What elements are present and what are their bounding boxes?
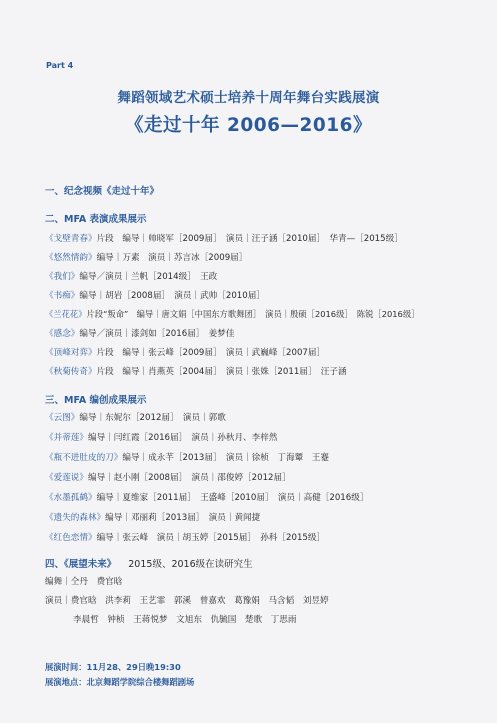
work-credits: 片段 编导｜肖燕英［2004届］ 演员｜张姝［2011届］ 汪子涵 (96, 367, 347, 377)
work-credits: 片段 编导｜张云峰［2009届］ 演员｜武巍峰［2007届］ (96, 348, 326, 358)
work-title: 《我们》 (45, 272, 80, 282)
list-item (73, 613, 296, 625)
part-label: Part 4 (46, 61, 74, 70)
work-credits: 编导／演员｜兰帆［2014级］ 王政 (79, 272, 218, 282)
work-credits: 编导｜张云峰 演员｜胡玉婷［2015届］ 孙科［2015级］ (96, 533, 326, 543)
list-item (45, 575, 122, 587)
section-heading-title: 四、《展望未来》 (45, 559, 117, 570)
work-credits: 片段“叛命” 编导｜唐文娟［中国东方歌舞团］ 演员｜殷硕［2016级］ 陈锐［2016级］ (86, 309, 420, 319)
work-title: 《兰花花》 (45, 309, 87, 319)
list-item (45, 471, 291, 483)
work-credits: 编导｜邓丽莉［2013届］ 演员｜黄闻捷 (105, 513, 261, 523)
list-item (45, 251, 247, 263)
work-credits: 编导｜成永芊［2013届］ 演员｜徐桢 丁海颦 王蹇 (122, 453, 329, 463)
section-heading-4 (45, 556, 253, 570)
list-item (45, 365, 347, 377)
work-title: 《感念》 (45, 329, 80, 339)
work-title: 《顶峰对弈》 (45, 348, 97, 358)
work-title: 《书痴》 (45, 291, 80, 301)
section-heading-3: 三、MFA 编创成果展示 (45, 395, 147, 406)
program-title: 《走过十年 2006—2016》 (125, 115, 372, 136)
work-title: 《红色恋情》 (45, 533, 97, 543)
list-item (45, 491, 368, 503)
list-item (45, 270, 217, 282)
list-item (45, 308, 419, 320)
work-title: 《秋菊传奇》 (45, 367, 97, 377)
work-title: 《瓶不进肚皮的刀》 (45, 453, 123, 463)
work-title: 《水墨孤鹤》 (45, 493, 97, 503)
work-credits: 编导｜赵小刚［2008届］ 演员｜邵俊婷［2012届］ (87, 473, 291, 483)
work-title: 《并蒂莲》 (45, 433, 88, 443)
work-credits: 编导｜夏维家［2011届］ 王盛峰［2010届］ 演员｜高健［2016级］ (96, 493, 369, 503)
list-item (45, 327, 234, 339)
performer-line: 演员｜费官晗 洪李莉 王艺霏 郭溪 曾嘉欢 葛豫娟 马含韬 刘昱婷 (45, 596, 329, 606)
list-item (45, 411, 226, 423)
section-heading-2: 二、MFA 表演成果展示 (45, 214, 147, 225)
work-credits: 编导｜万素 演员｜苏言冰［2009届］ (96, 253, 248, 263)
choreographer-line: 编舞｜仝丹 费官晗 (45, 577, 123, 587)
work-credits: 编导｜闫红霞［2016届］ 演员｜孙秋月、李梓然 (87, 433, 278, 443)
work-credits: 编导｜东妮尔［2012届］ 演员｜郭歌 (79, 413, 226, 423)
list-item (45, 431, 277, 443)
list-item (45, 531, 325, 543)
work-credits: 编导｜胡岩［2008届］ 演员｜武帅［2010届］ (79, 291, 265, 301)
program-subtitle: 舞蹈领域艺术硕士培养十周年舞台实践展演 (117, 90, 380, 106)
list-item (45, 232, 403, 244)
list-item (45, 594, 329, 606)
list-item (45, 289, 265, 301)
show-place: 展演地点：北京舞蹈学院综合楼舞蹈剧场 (45, 677, 195, 687)
work-credits: 编导／演员｜漆剑如［2016届］ 姜梦佳 (79, 329, 235, 339)
work-title: 《戈壁青春》 (45, 234, 97, 244)
work-title: 《爱莲说》 (45, 473, 88, 483)
work-title: 《悠然情韵》 (45, 253, 97, 263)
list-item (45, 346, 325, 358)
list-item (45, 511, 260, 523)
list-item (45, 451, 329, 463)
section-heading-1: 一、纪念视频《走过十年》 (45, 186, 160, 197)
show-time: 展演时间：11月28、29日晚19:30 (45, 662, 181, 672)
performer-line-continued: 李晨哲 钟桢 王蒋悦梦 文旭东 仇毓国 楚歌 丁思雨 (73, 615, 297, 625)
work-title: 《遗失的森林》 (45, 513, 106, 523)
work-title: 《云图》 (45, 413, 80, 423)
section-heading-note: 2015级、2016级在读研究生 (128, 559, 253, 570)
work-credits: 片段 编导｜帅晓军［2009届］ 演员｜汪子涵［2010届］ 华青—［2015级］ (96, 234, 403, 244)
